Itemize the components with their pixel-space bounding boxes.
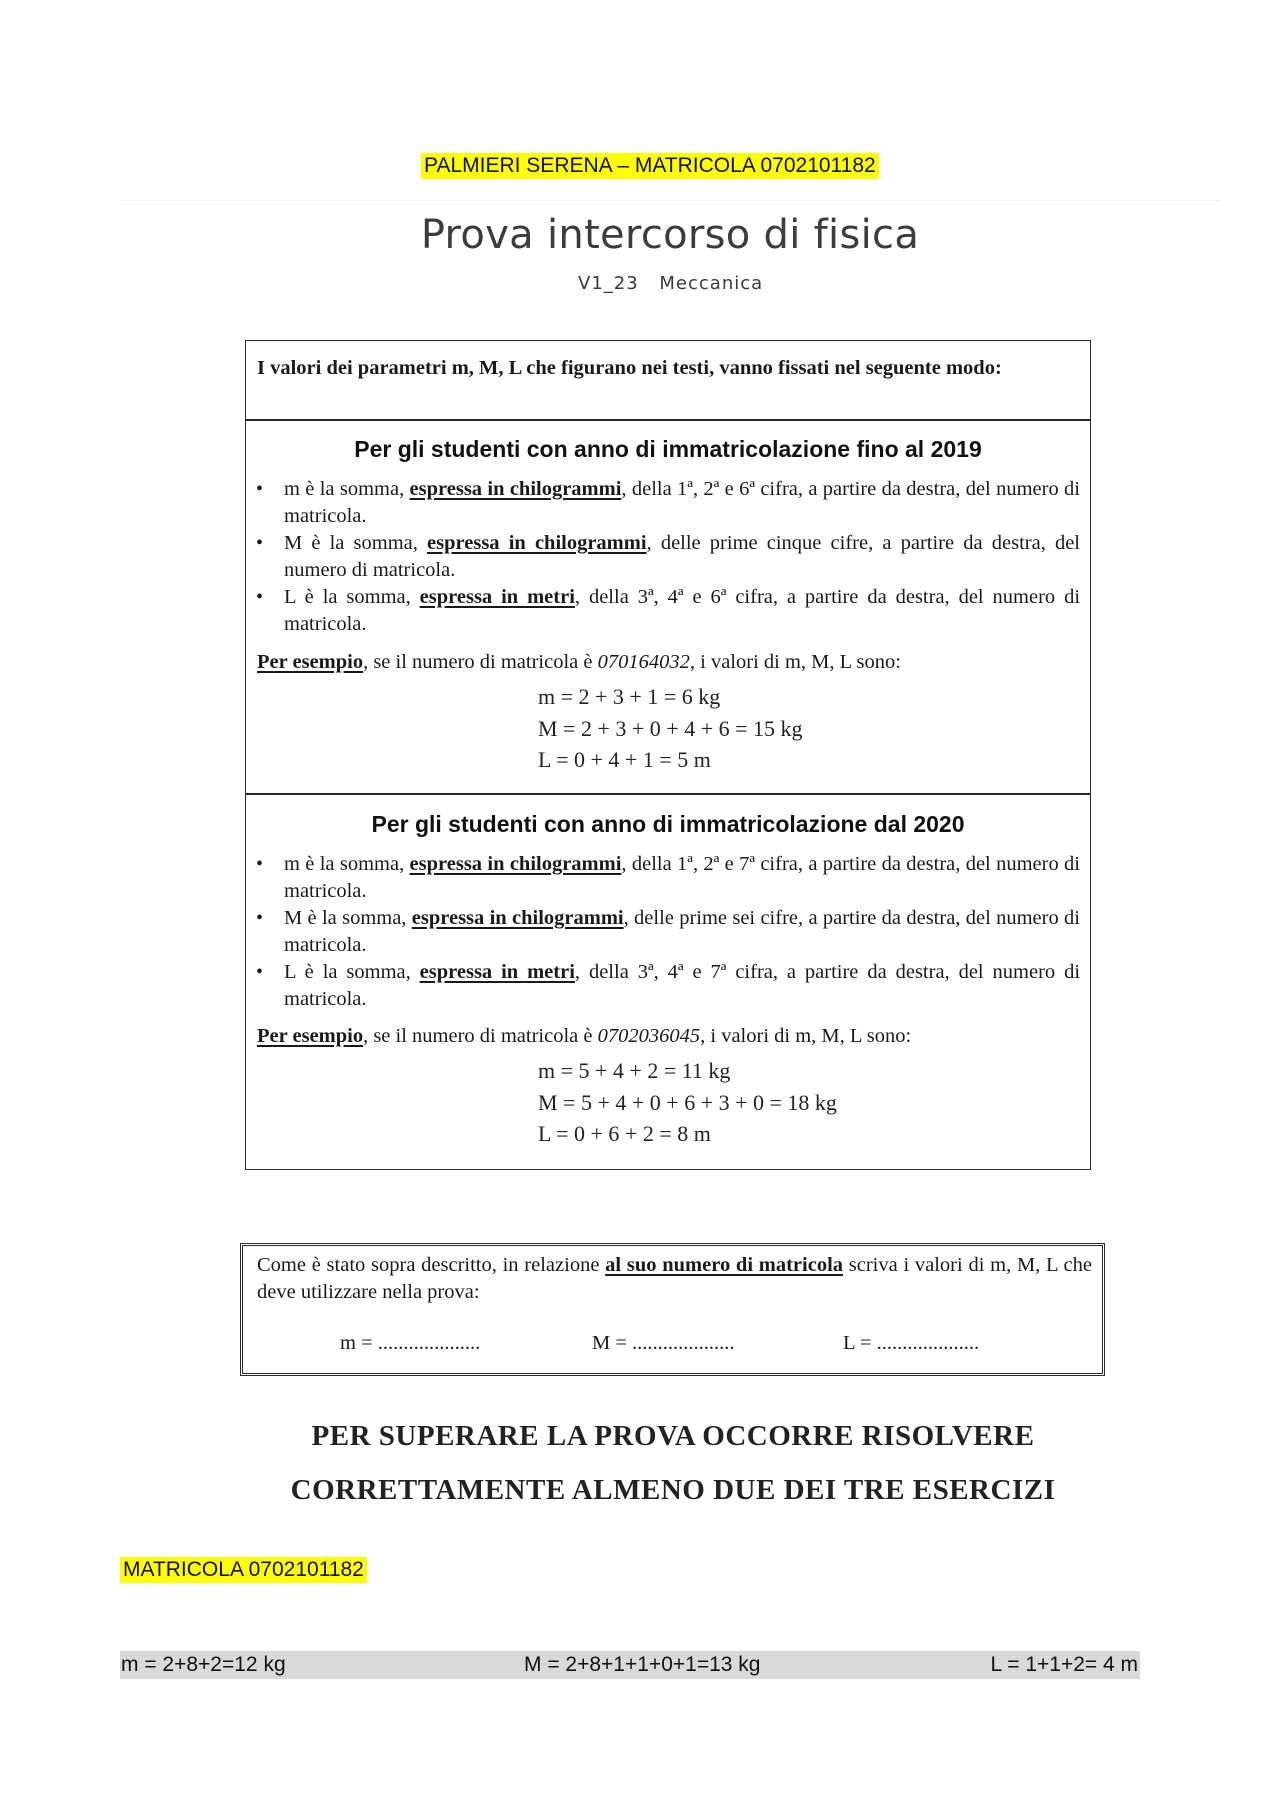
m-blank: m = .................... [340,1332,481,1354]
scan-divider [120,200,1220,201]
list-item: • L è la somma, espressa in metri, della 3ª, 4ª e 7ª cifra, a partire da destra, del numero di matricola. [256,961,1081,1010]
notice-line-2: CORRETTAMENTE ALMENO DUE DEI TRE ESERCIZI [290,1474,1056,1506]
formula-m: m = 5 + 4 + 2 = 11 kg [538,1058,731,1083]
list-item: • M è la somma, espressa in chilogrammi, delle prime sei cifre, a partire da destra, del numero di matricola. [256,907,1080,956]
section1-list [256,476,1080,637]
page-subtitle: V1_23 Meccanica [578,273,764,294]
formula-M: M = 2 + 3 + 0 + 4 + 6 = 15 kg [538,715,803,741]
result-m: m = 2+8+2=12 kg [121,1653,286,1676]
rules-divider [246,419,1090,421]
section-divider [246,793,1090,795]
formula-m: m = 2 + 3 + 1 = 6 kg [538,684,721,709]
section2-example: Per esempio, se il numero di matricola è 0702036045, i valori di m, M, L sono: [257,1025,912,1047]
fill-in-instructions: Come è stato sopra descritto, in relazione al suo numero di matricola scriva i valori di m, M, L che deve utilizzare nella prova: [257,1254,1092,1303]
list-item: • m è la somma, espressa in chilogrammi, della 1ª, 2ª e 6ª cifra, a partire da destra, del numero di matricola. [256,478,1080,527]
formula-M: M = 5 + 4 + 0 + 6 + 3 + 0 = 18 kg [538,1089,837,1115]
fill-in-box [240,1243,1105,1376]
formula-L: L = 0 + 6 + 2 = 8 m [538,1121,711,1146]
L-blank: L = .................... [843,1332,980,1354]
student-header-highlight: PALMIERI SERENA – MATRICOLA 0702101182 [421,153,879,179]
matricola-highlight: MATRICOLA 0702101182 [120,1557,367,1583]
page-title: Prova intercorso di fisica [420,212,920,258]
section1-example: Per esempio, se il numero di matricola è 070164032, i valori di m, M, L sono: [257,651,901,673]
section2-list [256,851,1080,1012]
rules-box [245,340,1091,1170]
result-L: L = 1+1+2= 4 m [990,1653,1138,1676]
list-item: • L è la somma, espressa in metri, della 3ª, 4ª e 6ª cifra, a partire da destra, del numero di matricola. [256,586,1081,635]
result-M: M = 2+8+1+1+0+1=13 kg [524,1653,761,1676]
section1-formulas [538,681,803,776]
section1-title: Per gli studenti con anno di immatricolazione fino al 2019 [354,436,982,462]
section2-title: Per gli studenti con anno di immatricolazione dal 2020 [371,811,965,837]
list-item: • M è la somma, espressa in chilogrammi, delle prime cinque cifre, a partire da destra, del numero di matricola. [256,532,1081,581]
results-bar [120,1651,1140,1679]
formula-L: L = 0 + 4 + 1 = 5 m [538,747,711,772]
M-blank: M = .................... [592,1332,735,1354]
notice-line-1: PER SUPERARE LA PROVA OCCORRE RISOLVERE [311,1420,1035,1452]
rules-intro: I valori dei parametri m, M, L che figurano nei testi, vanno fissati nel seguente modo: [257,357,1002,379]
section2-formulas [538,1055,837,1150]
list-item: • m è la somma, espressa in chilogrammi, della 1ª, 2ª e 7ª cifra, a partire da destra, del numero di matricola. [256,853,1080,902]
